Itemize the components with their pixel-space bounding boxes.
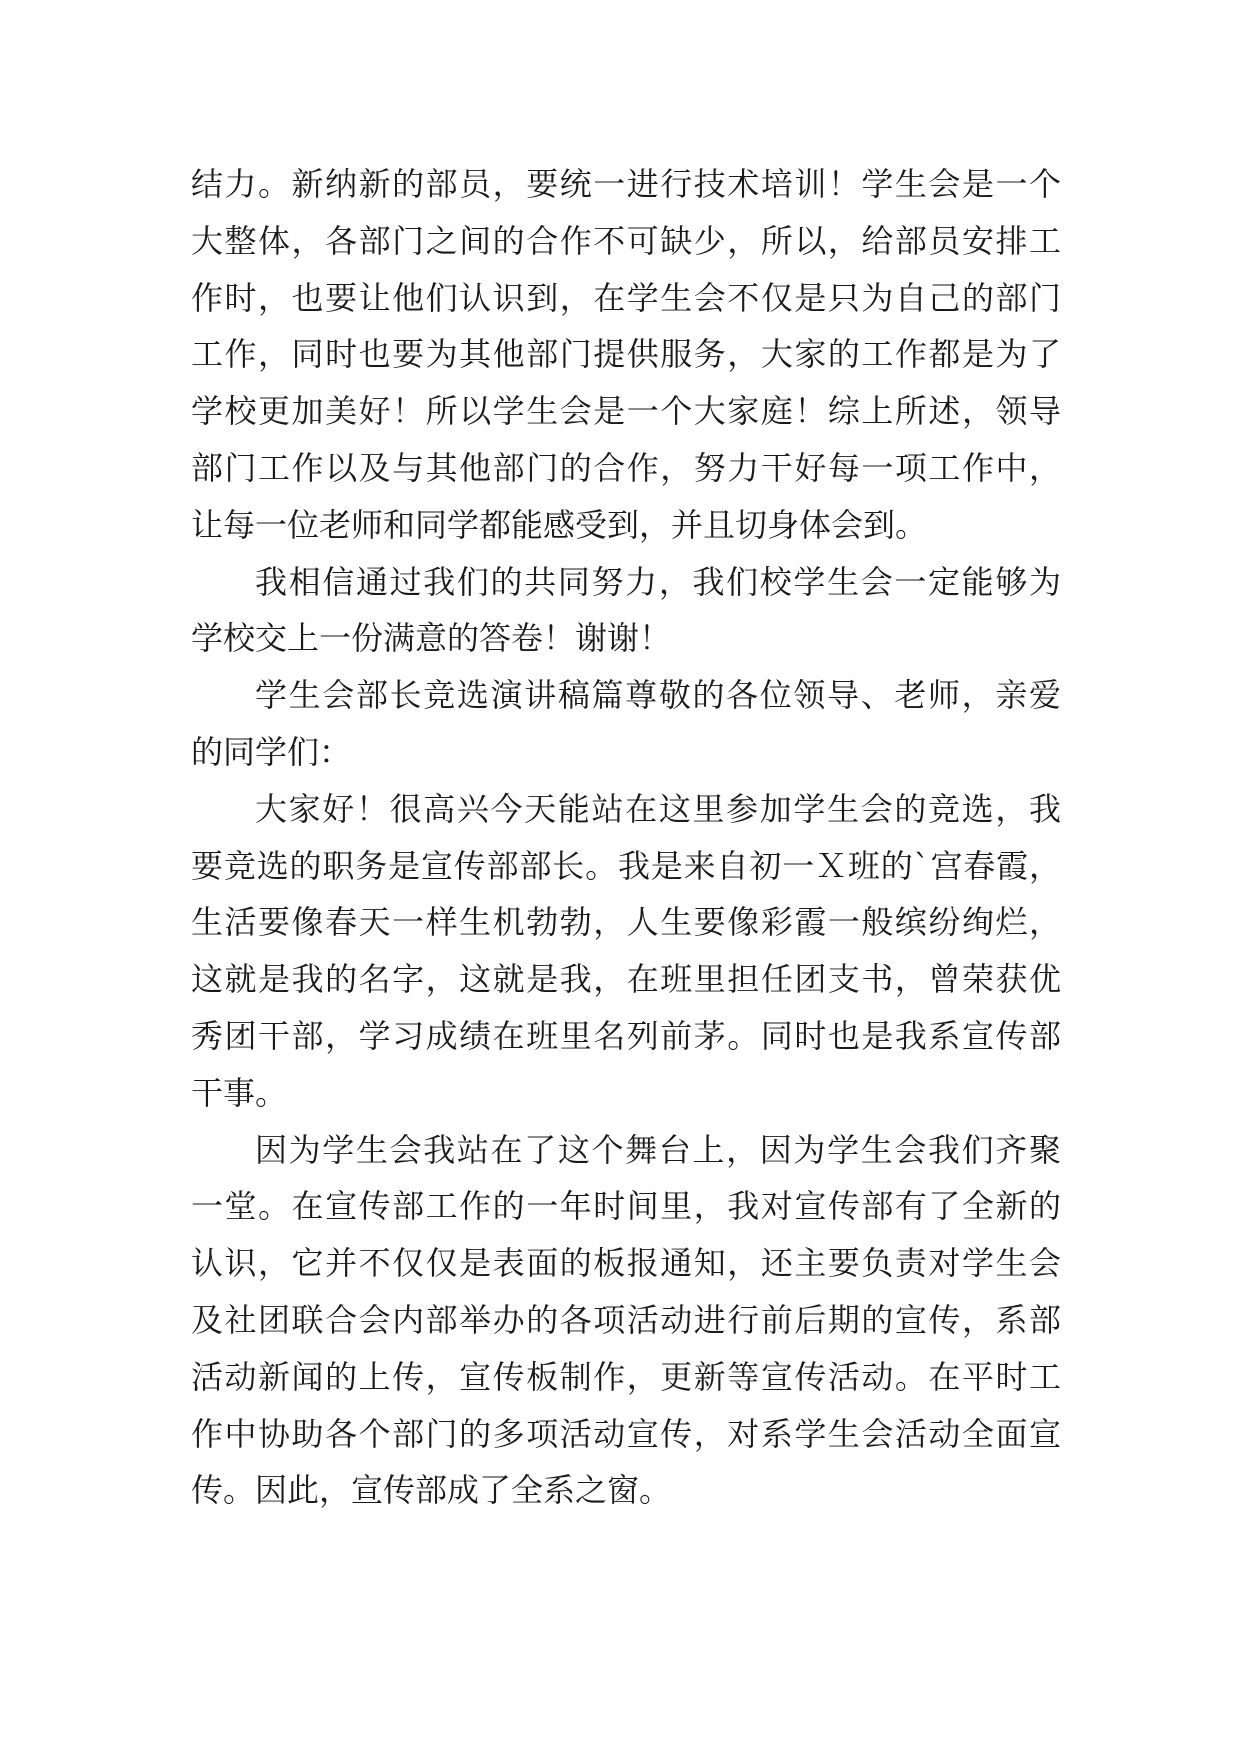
text-line: 大整体，各部门之间的合作不可缺少，所以，给部员安排工 — [191, 221, 1061, 260]
text-line: 生活要像春天一样生机勃勃，人生要像彩霞一般缤纷绚烂， — [191, 903, 1061, 942]
text-line: 学校交上一份满意的答卷！谢谢！ — [191, 619, 672, 658]
text-line: 我相信通过我们的共同努力，我们校学生会一定能够为 — [255, 562, 1061, 601]
text-line: 活动新闻的上传，宣传板制作，更新等宣传活动。在平时工 — [191, 1357, 1061, 1396]
text-line: 传。因此，宣传部成了全系之窗。 — [191, 1471, 672, 1510]
text-line: 工作，同时也要为其他部门提供服务，大家的工作都是为了 — [191, 335, 1061, 374]
text-line: 学校更加美好！所以学生会是一个大家庭！综上所述，领导 — [191, 392, 1061, 431]
text-line: 作中协助各个部门的多项活动宣传，对系学生会活动全面宣 — [191, 1414, 1061, 1453]
text-line: 秀团干部，学习成绩在班里名列前茅。同时也是我系宣传部 — [191, 1016, 1061, 1055]
text-line: 及社团联合会内部举办的各项活动进行前后期的宣传，系部 — [191, 1300, 1061, 1339]
text-line: 要竞选的职务是宣传部部长。我是来自初一Ｘ班的`宫春霞， — [191, 846, 1061, 885]
body-text — [191, 156, 1061, 1519]
text-line: 认识，它并不仅仅是表面的板报通知，还主要负责对学生会 — [191, 1244, 1061, 1283]
text-line: 大家好！很高兴今天能站在这里参加学生会的竞选，我 — [255, 789, 1061, 828]
text-line: 干事。 — [191, 1073, 288, 1112]
text-line: 的同学们： — [191, 732, 352, 771]
text-line: 因为学生会我站在了这个舞台上，因为学生会我们齐聚 — [255, 1130, 1061, 1169]
text-line: 让每一位老师和同学都能感受到，并且切身体会到。 — [191, 505, 928, 544]
text-line: 部门工作以及与其他部门的合作，努力干好每一项工作中， — [191, 448, 1061, 487]
text-line: 作时，也要让他们认识到，在学生会不仅是只为自己的部门 — [191, 278, 1061, 317]
text-line: 一堂。在宣传部工作的一年时间里，我对宣传部有了全新的 — [191, 1187, 1061, 1226]
text-line: 结力。新纳新的部员，要统一进行技术培训！学生会是一个 — [191, 165, 1061, 203]
text-line: 这就是我的名字，这就是我，在班里担任团支书，曾荣获优 — [191, 960, 1061, 999]
text-line: 学生会部长竞选演讲稿篇尊敬的各位领导、老师，亲爱 — [255, 676, 1061, 715]
